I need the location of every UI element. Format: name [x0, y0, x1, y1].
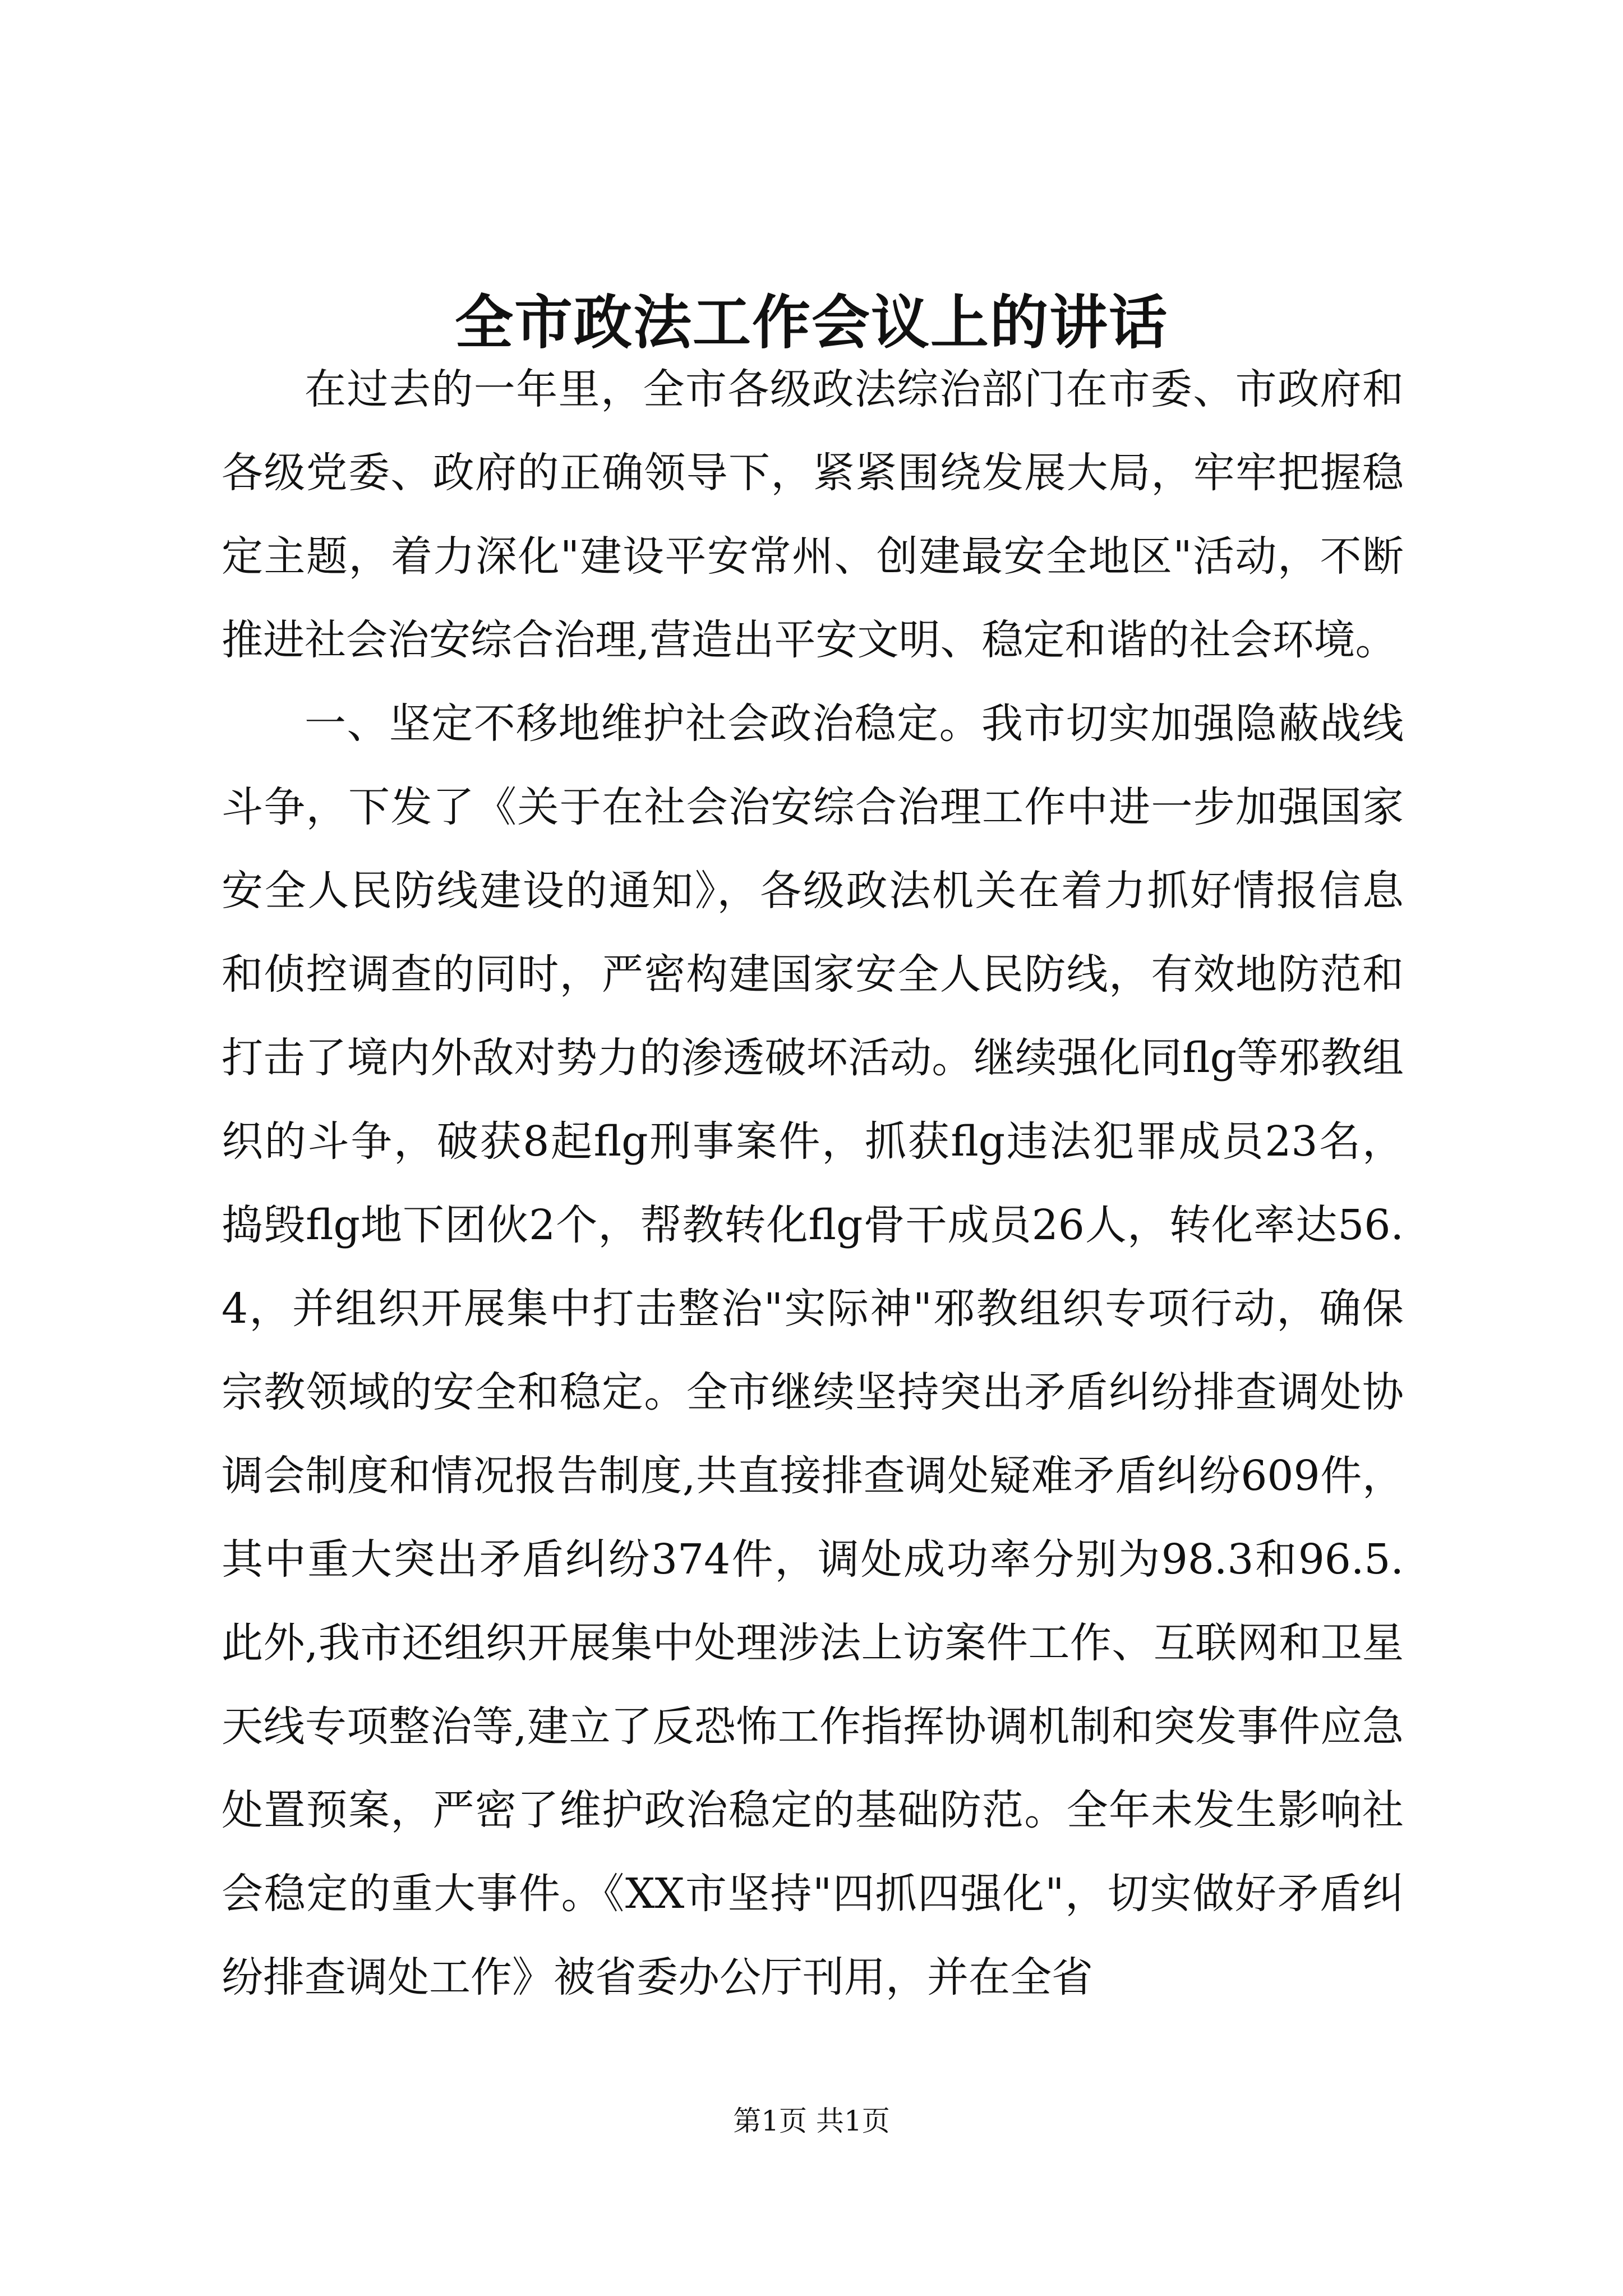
document-title: 全市政法工作会议上的讲话 [454, 288, 1168, 357]
paragraph-intro: 在过去的一年里，全市各级政法综治部门在市委、市政府和各级党委、政府的正确领导下，紧紧围绕发展大局，牢牢把握稳定主题，着力深化"建设平安常州、创建最安全地区"活动，不断推进社会治安综合治理,营造出平安文明、稳定和谐的社会环境。 [222, 365, 1404, 664]
page-footer: 第1页 共1页 [733, 2105, 890, 2137]
paragraph-section-1: 一、坚定不移地维护社会政治稳定。我市切实加强隐蔽战线斗争，下发了《关于在社会治安综合治理工作中进一步加强国家安全人民防线建设的通知》，各级政法机关在着力抓好情报信息和侦控调查的同时，严密构建国家安全人民防线，有效地防范和打击了境内外敌对势力的渗透破坏活动。继续强化同flg等邪教组织的斗争，破获8起flg刑事案件，抓获flg违法犯罪成员23名，捣毁flg地下团伙2个，帮教转化flg骨干成员26人，转化率达56.4，并组织开展集中打击整治"实际神"邪教组织专项行动，确保宗教领域的安全和稳定。全市继续坚持突出矛盾纠纷排查调处协调会制度和情况报告制度,共直接排查调处疑难矛盾纠纷609件，其中重大突出矛盾纠纷374件，调处成功率分别为98.3和96.5.此外,我市还组织开展集中处理涉法上访案件工作、互联网和卫星天线专项整治等,建立了反恐怖工作指挥协调机制和突发事件应急处置预案，严密了维护政治稳定的基础防范。全年未发生影响社会稳定的重大事件。《XX市坚持"四抓四强化"，切实做好矛盾纠纷排查调处工作》被省委办公厅刊用，并在全省 [222, 700, 1404, 2001]
document-body [222, 348, 1404, 2019]
